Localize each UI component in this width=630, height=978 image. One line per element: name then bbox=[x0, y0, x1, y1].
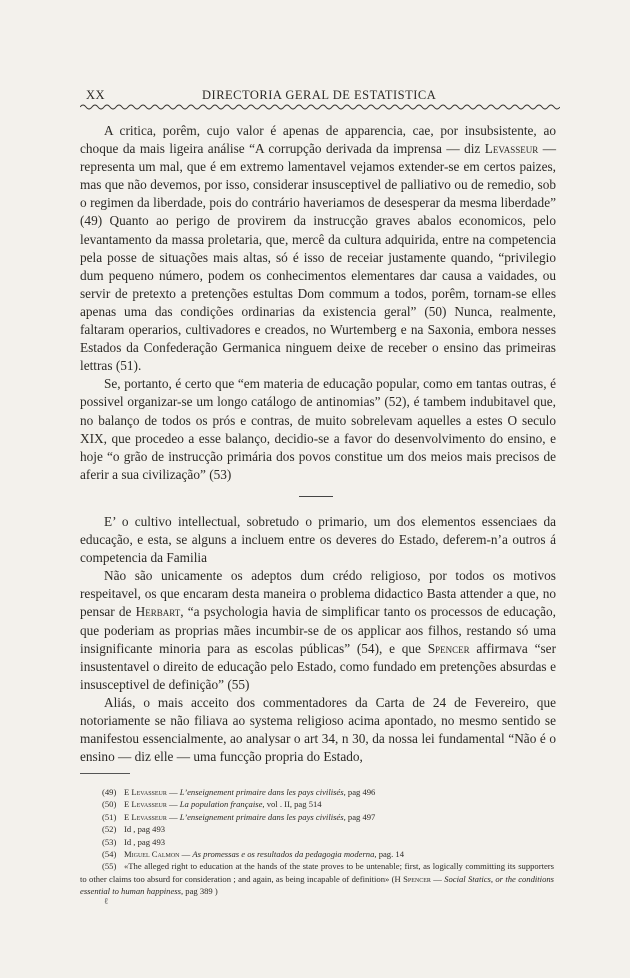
footnote: (49) E Levasseur — L’enseignement primaire dans les pays civilisés, pag 496 bbox=[102, 787, 376, 797]
main-text-lower bbox=[80, 513, 556, 766]
footnote: (54) Miguel Calmon — As promessas e os resultados da pedagogia moderna, pag. 14 bbox=[102, 849, 404, 860]
footnote: (51) E Levasseur — L’enseignement primaire dans les pays civilisés, pag 497 bbox=[102, 811, 376, 822]
footnote-rule bbox=[80, 773, 130, 774]
header-wavy-rule bbox=[80, 103, 560, 111]
paragraph: Se, portanto, é certo que “em materia de educação popular, como em tantas outras, é possivel organizar-se um longo catálogo de antinomias” (52), é tambem indubitavel que, no balanço de todos os prós e contras, de muito sobrelevam aquelles a estes O seculo XIX, que procedeo a esse balanço, decidio-se a favor do desenvolvimento do ensino, e hoje “o grão de instrucção primária dos povos constitue um dos meios mais precisos de aferir a sua civilização” (53) bbox=[80, 376, 556, 482]
footnote: (55) «The alleged right to education at the hands of the state proves to be untenable; first, as logically committing its supporters to other claims too absurd for consideration ; and again, as being incapable of definition» (H Spencer — Social Statics, or the conditions essential to human happiness, pag 389 ) bbox=[80, 861, 555, 897]
footnote: (50) E Levasseur — La population française, vol . II, pag 514 bbox=[102, 799, 322, 810]
paragraph: E’ o cultivo intellectual, sobretudo o primario, um dos elementos essenciaes da educação, e esta, se alguns a incluem entre os deveres do Estado, deferem-n’a outros á competencia da Familia bbox=[80, 514, 556, 566]
running-header bbox=[80, 88, 560, 104]
author-name: Spencer bbox=[427, 640, 470, 656]
author-name: Levasseur bbox=[484, 141, 539, 157]
running-title: DIRECTORIA GERAL DE ESTATISTICA bbox=[202, 88, 437, 102]
main-text-upper bbox=[80, 122, 556, 484]
print-mark: ℓ bbox=[104, 896, 109, 906]
page-number: XX bbox=[86, 88, 106, 102]
footnote: (53) Id , pag 493 bbox=[102, 836, 166, 847]
paragraph: A critica, porêm, cujo valor é apenas de apparencia, cae, por insubsistente, ao choque da mais ligeira análise “A corrupção derivada da imprensa — diz Levasseur — representa um mal, que é em extremo lamentavel vejamos extender-se em certos paizes, mas que não devemos, por isso, considerar insusceptivel de palliativo ou de remedio, sob o regimen da liberdade, pois do contrário haveriamos de desesperar da mesma liberdade” (49) Quanto ao perigo de provirem da instrucção graves abalos economicos, pelo levantamento da massa proletaria, que, mercê da cultura adquirida, entre na competencia pela posse de situações mais altas, só é isso de receiar justamente quando, “privilegio dum pequeno número, podem os conhecimentos elementares dar causa a vaidades, ou servir de pretexto a pretenções estultas Dom commum a todos, porêm, tornam-se elles apenas uma das condições ordinarias da existencia geral” (50) Nunca, realmente, faltaram operarios, cultivadores e creados, no Wurtemberg e na Saxonia, embora nesses Estados da Confederação Germanica ninguem deixe de receber o ensino das primeiras lettras (51). bbox=[80, 123, 556, 374]
paragraph: Aliás, o mais acceito dos commentadores da Carta de 24 de Fevereiro, que notoriamente se não filiava ao systema religioso acima apontado, no mesmo sentido se manifestou essencialmente, ao analysar o art 34, n 30, da nossa lei fundamental “Não é o ensino — diz elle — uma funcção propria do Estado, bbox=[80, 694, 556, 765]
paragraph: Não são unicamente os adeptos dum crédo religioso, por todos os motivos respeitavel, os que encaram desta maneira o problema didactico Basta attender a que, no pensar de Herbart, “a psychologia havia de simplificar tanto os processos de educação, que poderiam as proprias mães incumbir-se de os applicar aos filhos, restando só uma insignificante minoria para as escolas públicas” (54), e que Spencer affirmava “ser insustentavel o direito de educação pelo Estado, como fundado em pretenções absurdas e insusceptivel de definição” (55) bbox=[80, 568, 557, 692]
footnotes bbox=[80, 786, 554, 898]
footnote: (52) Id , pag 493 bbox=[102, 824, 166, 835]
author-name: Herbart bbox=[135, 604, 181, 620]
section-separator bbox=[299, 496, 333, 497]
